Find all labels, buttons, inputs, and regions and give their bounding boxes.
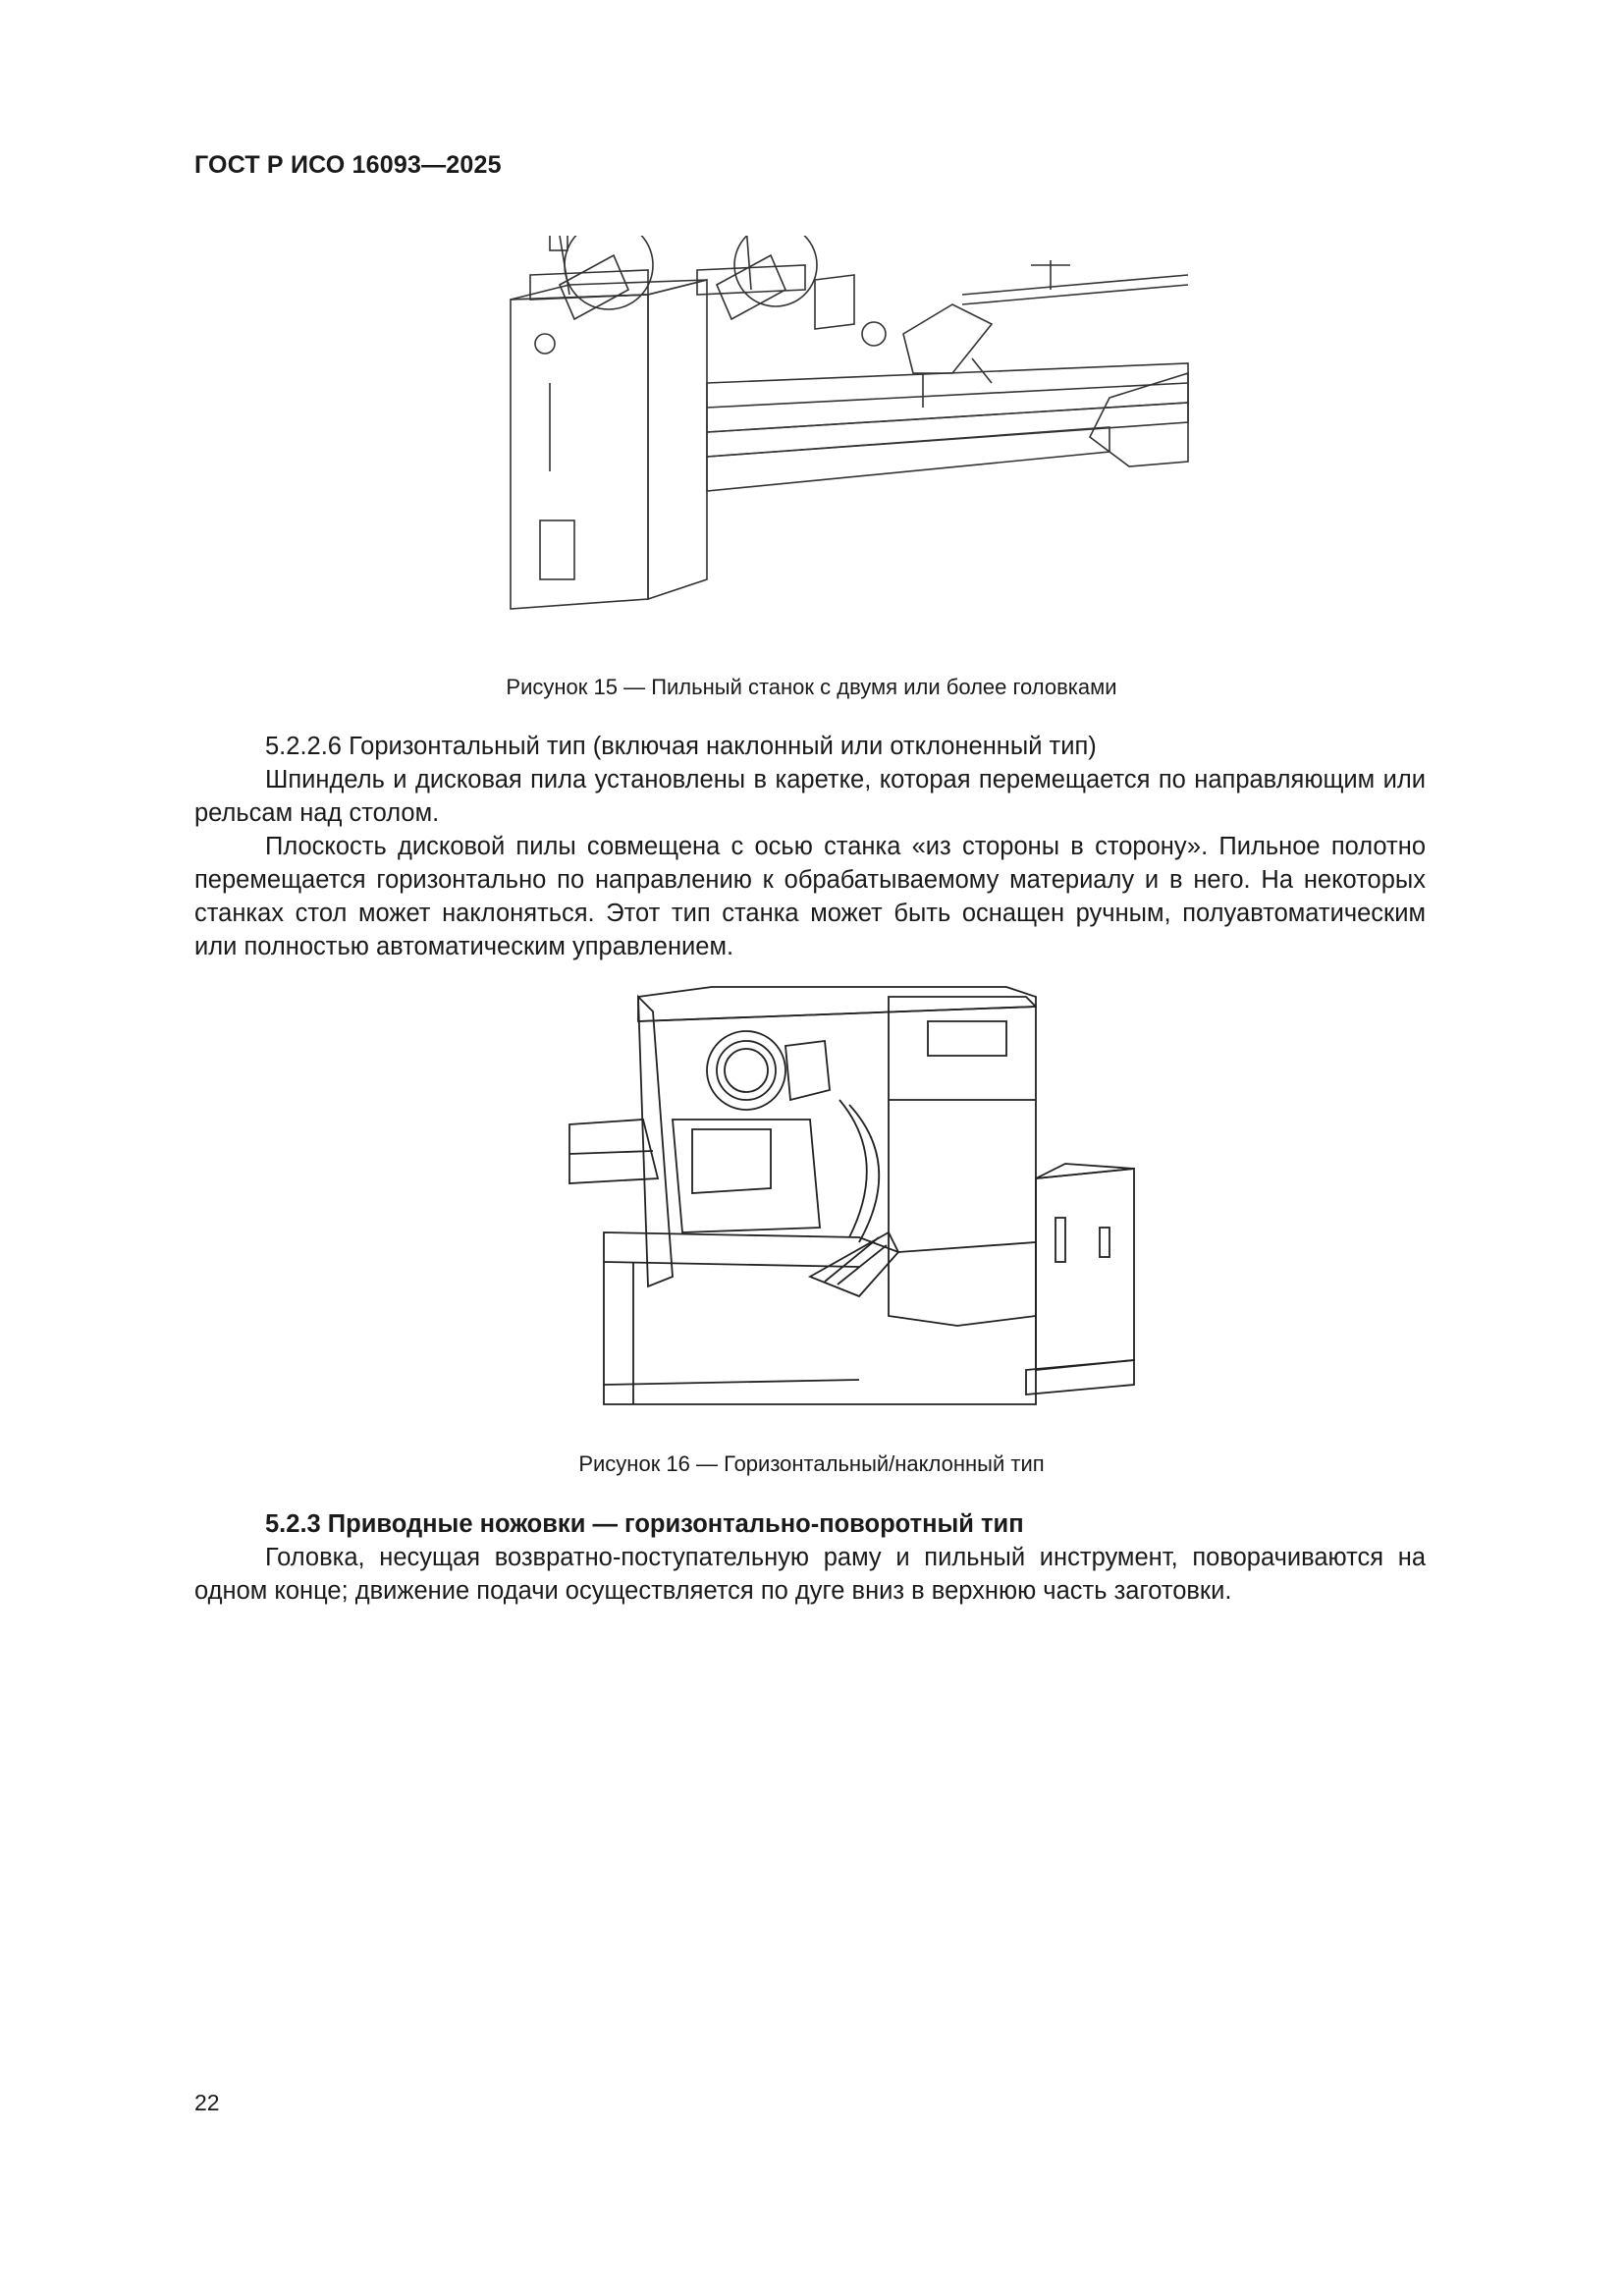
figure-15-caption: Рисунок 15 — Пильный станок с двумя или более головками <box>506 675 1117 699</box>
figure-15-illustration <box>501 236 1198 638</box>
document-header: ГОСТ Р ИСО 16093—2025 <box>194 151 502 179</box>
section-5226-heading: 5.2.2.6 Горизонтальный тип (включая наклонный или отклоненный тип) <box>265 733 1097 760</box>
section-523-paragraph-1: Головка, несущая возвратно-поступательную раму и пильный инструмент, поворачиваются на одном конце; движение подачи осуществляется по дуге вниз в верхнюю часть заготовки. <box>194 1544 1426 1605</box>
figure-16-illustration <box>565 982 1154 1414</box>
page-number: 22 <box>194 2090 220 2115</box>
section-523-heading: 5.2.3 Приводные ножовки — горизонтально-поворотный тип <box>265 1510 1024 1538</box>
section-5226-paragraph-1: Шпиндель и дисковая пила установлены в каретке, которая перемещается по направляющим или рельсам над столом. <box>194 766 1426 827</box>
section-5226-paragraph-2: Плоскость дисковой пилы совмещена с осью станка «из стороны в сторону». Пильное полотно перемещается горизонтально по направлению к обрабатываемому материалу и в него. На некоторых станках стол может наклоняться. Этот тип станка может быть оснащен ручным, полуавтоматическим или полностью автоматическим управлением. <box>194 833 1426 960</box>
figure-16-caption: Рисунок 16 — Горизонтальный/наклонный тип <box>578 1451 1045 1476</box>
